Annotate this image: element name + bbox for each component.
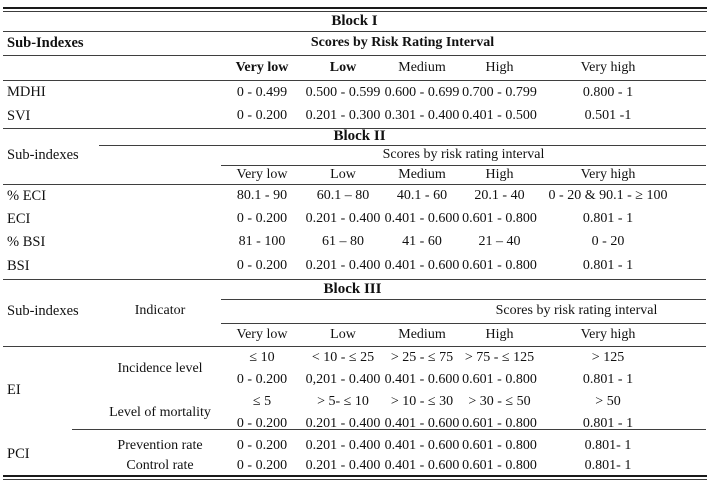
row-label: ECI <box>7 210 31 227</box>
spacer-cell <box>3 280 221 300</box>
score-cell: 0.401 - 0.600 <box>384 371 460 387</box>
table-row <box>3 324 706 347</box>
score-cell: 0 - 0.499 <box>236 84 288 100</box>
block2-scores-header: Scores by risk rating interval <box>221 146 706 166</box>
block3-col2-header: Indicator <box>134 303 186 319</box>
score-cell: 0.801 - 1 <box>582 371 634 387</box>
rating-header-medium: Medium <box>383 56 461 81</box>
rating-header-very-low: Very low <box>221 166 303 185</box>
table-row <box>3 231 706 254</box>
score-cell: 0.201 - 0.400 <box>305 211 381 227</box>
indicator-label: Level of mortality <box>109 404 211 420</box>
rating-header-very-high: Very high <box>538 166 706 185</box>
block2-title: Block II <box>99 129 706 146</box>
score-cell: 0 - 0.200 <box>236 457 288 473</box>
table-row <box>3 56 706 81</box>
score-cell: 0.201 - 0.300 <box>303 105 383 129</box>
score-cell: 0.601 - 0.800 <box>462 437 537 453</box>
block1-scores-header: Scores by Risk Rating Interval <box>99 32 706 56</box>
score-cell: 0 - 0.200 <box>236 211 288 227</box>
table-row <box>3 300 706 324</box>
interval-cell: > 125 <box>591 349 625 365</box>
score-cell: 0.401 - 0.500 <box>461 105 538 129</box>
table-row <box>3 280 706 300</box>
interval-cell: ≤ 10 <box>249 349 275 365</box>
row-label: SVI <box>3 105 221 129</box>
group-label-ei: EI <box>7 382 21 399</box>
rating-header-medium: Medium <box>383 324 461 347</box>
score-cell: 0 - 0.200 <box>236 371 288 387</box>
row-label: % BSI <box>7 233 46 250</box>
score-cell: 0.401 - 0.600 <box>384 437 460 453</box>
bottom-double-rule <box>3 475 707 480</box>
table-row <box>3 105 706 129</box>
interval-cell: > 10 - ≤ 30 <box>390 393 454 409</box>
rating-header-low: Low <box>303 324 383 347</box>
score-cell: 0,201 - 0.400 <box>305 371 381 387</box>
interval-cell: < 10 - ≤ 25 <box>311 349 375 365</box>
rating-header-low: Low <box>303 166 383 185</box>
indicator-label: Incidence level <box>117 360 203 376</box>
score-cell: 41 - 60 <box>402 234 442 250</box>
table-row <box>3 185 706 209</box>
score-cell: 0.201 - 0.400 <box>303 254 383 280</box>
table-row <box>3 391 706 413</box>
rating-header-very-low: Very low <box>221 324 303 347</box>
table-row <box>3 129 706 146</box>
score-cell: 0.801- 1 <box>584 457 632 473</box>
score-cell: 0.500 - 0.599 <box>305 84 381 100</box>
block2-col1-header: Sub-indexes <box>7 147 79 164</box>
score-cell: 0 - 0.200 <box>236 415 288 431</box>
score-cell: 0 - 0.200 <box>236 437 288 453</box>
block1-col1-header: Sub-Indexes <box>3 32 99 56</box>
score-cell: 0.601 - 0.800 <box>462 211 537 227</box>
score-cell: 0 - 0.200 <box>221 254 303 280</box>
rating-header-low: Low <box>303 56 383 81</box>
score-cell: 0 - 20 & 90.1 - ≥ 100 <box>548 188 668 204</box>
score-cell: 0.800 - 1 <box>582 84 634 100</box>
rating-header-high: High <box>461 166 538 185</box>
spacer-cell <box>3 56 221 81</box>
score-cell: 0.401 - 0.600 <box>384 211 460 227</box>
table-row <box>3 347 706 370</box>
row-label: MDHI <box>7 84 46 101</box>
block1-title: Block I <box>3 12 706 32</box>
table-row <box>3 435 706 457</box>
block3-col1-header: Sub-indexes <box>7 302 79 319</box>
score-cell: 0 - 0.200 <box>221 105 303 129</box>
rating-header-very-high: Very high <box>538 324 706 347</box>
block3-scores-header: Scores by risk rating interval <box>221 300 706 324</box>
score-cell: 0.801 - 1 <box>538 254 706 280</box>
indicator-label: Prevention rate <box>117 437 203 453</box>
score-cell: 0.801- 1 <box>584 437 632 453</box>
rating-header-very-high: Very high <box>538 56 706 81</box>
score-cell: 40.1 - 60 <box>396 188 448 204</box>
score-cell: 0.601 - 0.800 <box>462 371 537 387</box>
rating-header-very-low: Very low <box>221 56 303 81</box>
rating-header-high: High <box>461 56 538 81</box>
ei-pci-separator-line <box>72 429 706 430</box>
score-cell: 21 – 40 <box>478 234 521 250</box>
rating-header-medium: Medium <box>383 166 461 185</box>
risk-rating-table <box>3 12 706 475</box>
interval-cell: ≤ 5 <box>252 393 272 409</box>
score-cell: 0.501 -1 <box>538 105 706 129</box>
score-cell: 81 - 100 <box>238 234 286 250</box>
table-row <box>3 146 706 166</box>
interval-cell: > 75 - ≤ 125 <box>464 349 535 365</box>
score-cell: 0.201 - 0.400 <box>305 457 381 473</box>
score-cell: 0.601 - 0.800 <box>461 254 538 280</box>
score-cell: 0.201 - 0.400 <box>305 415 381 431</box>
score-cell: 20.1 - 40 <box>474 188 525 204</box>
score-cell: 0.401 - 0.600 <box>384 457 460 473</box>
score-cell: 0.301 - 0.400 <box>383 105 461 129</box>
table-row <box>3 254 706 280</box>
score-cell: 0.700 - 0.799 <box>462 84 537 100</box>
table-row <box>3 12 706 32</box>
rating-header-high: High <box>461 324 538 347</box>
table-row <box>3 32 706 56</box>
spacer-cell <box>3 129 99 146</box>
score-cell: 0.601 - 0.800 <box>462 457 537 473</box>
score-cell: 0.401 - 0.600 <box>384 415 460 431</box>
score-cell: 80.1 - 90 <box>236 188 288 204</box>
interval-cell: > 50 <box>595 393 621 409</box>
group-label-pci: PCI <box>7 446 30 463</box>
table-row <box>3 166 706 185</box>
spacer-cell <box>3 324 221 347</box>
row-label: % ECI <box>7 187 47 204</box>
score-cell: 60.1 – 80 <box>316 188 370 204</box>
score-cell: 0.201 - 0.400 <box>305 437 381 453</box>
score-cell: 61 – 80 <box>322 234 364 250</box>
interval-cell: > 30 - ≤ 50 <box>468 393 531 409</box>
table-row <box>3 81 706 106</box>
score-cell: 0.600 - 0.699 <box>384 84 460 100</box>
spacer-cell <box>3 166 221 185</box>
interval-cell: > 25 - ≤ 75 <box>390 349 454 365</box>
table-row <box>3 457 706 475</box>
table-row <box>3 208 706 231</box>
indicator-label: Control rate <box>126 457 194 473</box>
score-cell: 0 - 20 <box>591 234 625 250</box>
row-label: BSI <box>3 254 221 280</box>
score-cell: 0.601 - 0.800 <box>462 415 537 431</box>
interval-cell: > 5- ≤ 10 <box>317 393 369 409</box>
block3-title: Block III <box>221 280 706 300</box>
score-cell: 0.401 - 0.600 <box>383 254 461 280</box>
score-cell: 0.801 - 1 <box>582 211 634 227</box>
score-cell: 0.801 - 1 <box>582 415 634 431</box>
